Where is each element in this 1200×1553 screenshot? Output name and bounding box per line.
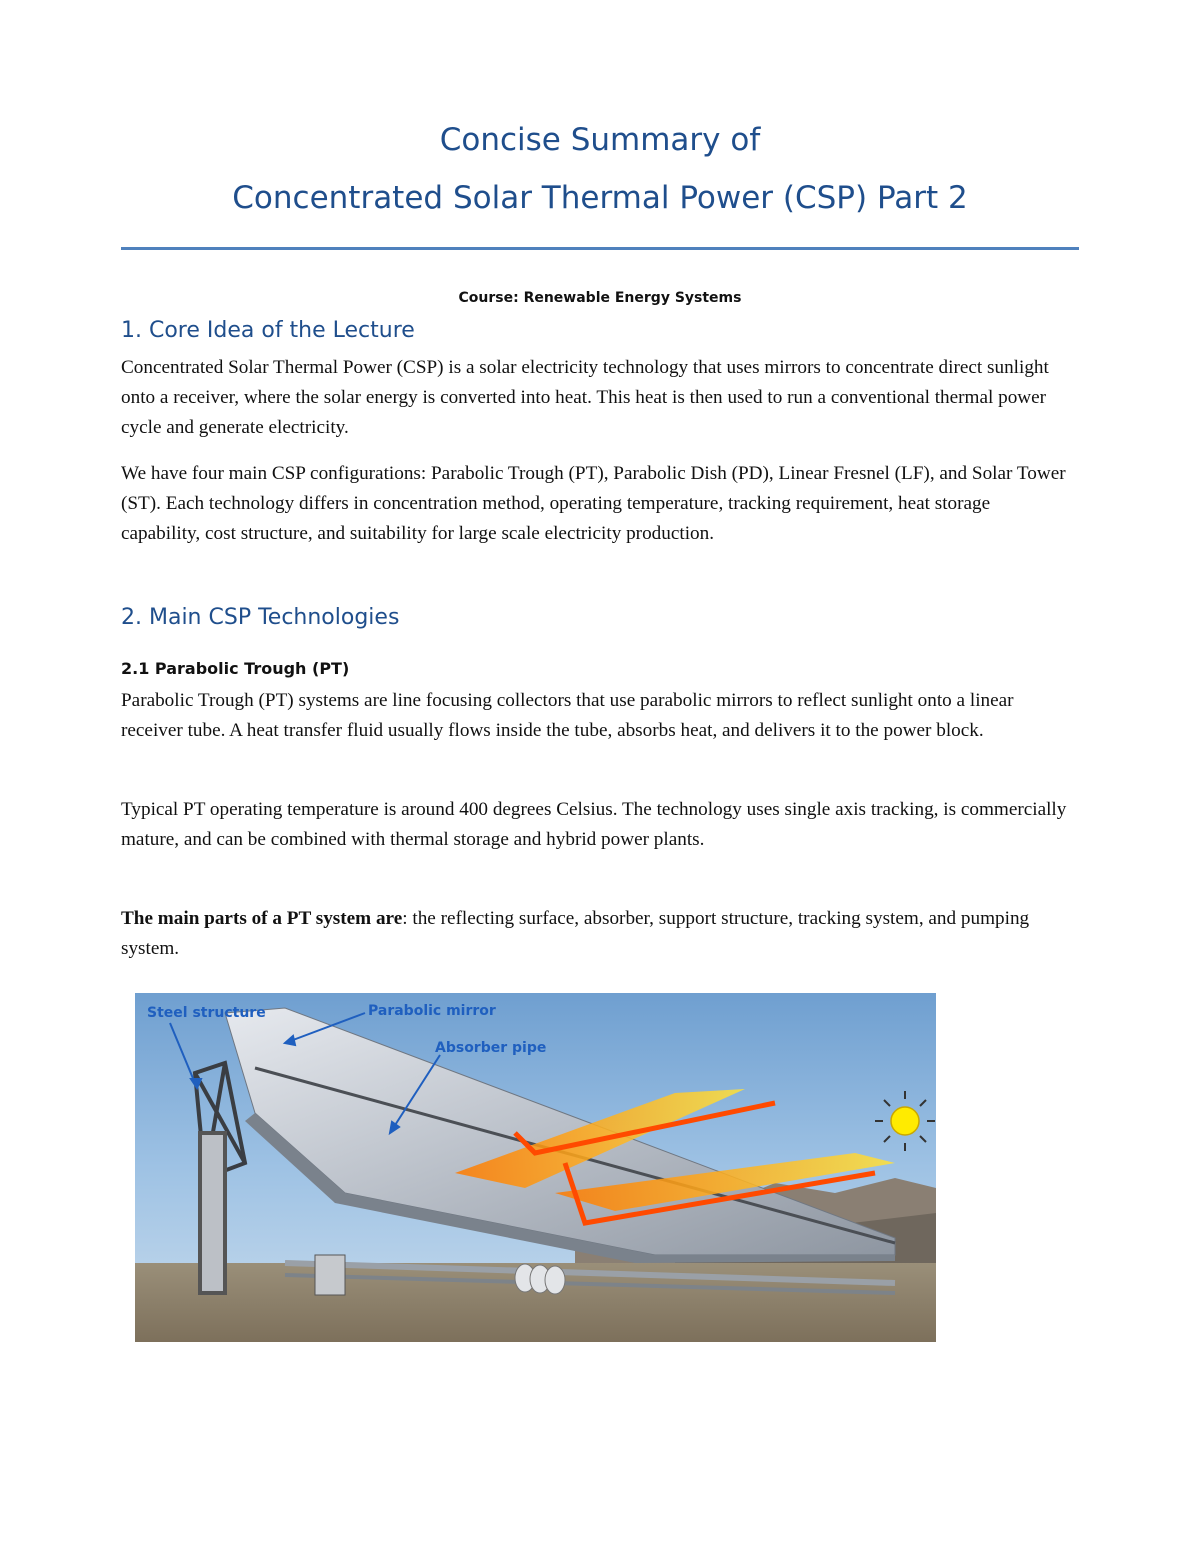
section-1-paragraph-1: Concentrated Solar Thermal Power (CSP) is a solar electricity technology that uses mirrors to concentrate direct sunlight onto a receiver, where the solar energy is converted into heat. This heat is then used to run a conventional thermal power cycle and generate electricity. xyxy=(121,357,1049,438)
parts-bold-lead: The main parts of a PT system are xyxy=(121,908,403,929)
parts-list-text: : the reflecting surface, absorber, support structure, tracking system, and pumping system. xyxy=(121,908,1030,959)
section-1-heading: 1. Core Idea of the Lecture xyxy=(121,318,415,343)
title-line-2: Concentrated Solar Thermal Power (CSP) Part 2 xyxy=(232,180,968,216)
label-steel-structure: Steel structure xyxy=(147,1005,266,1021)
subsection-2-1-paragraph-1: Parabolic Trough (PT) systems are line focusing collectors that use parabolic mirrors to reflect sunlight onto a linear receiver tube. A heat transfer fluid usually flows inside the tube, absorbs heat, and delivers it to the power block. xyxy=(121,690,1014,741)
section-1-paragraph-2: We have four main CSP configurations: Parabolic Trough (PT), Parabolic Dish (PD), Linear Fresnel (LF), and Solar Tower (ST). Each technology differs in concentration method, operating temperature, tracking requirement, heat storage capability, cost structure, and suitability for large scale electricity production. xyxy=(121,463,1066,544)
course-label: Course: Renewable Energy Systems xyxy=(458,290,742,306)
title-divider xyxy=(121,247,1079,250)
label-absorber-pipe: Absorber pipe xyxy=(435,1040,547,1056)
subsection-2-1-parts xyxy=(121,904,1071,964)
section-2-heading: 2. Main CSP Technologies xyxy=(121,605,400,630)
parabolic-trough-figure xyxy=(135,993,936,1342)
label-parabolic-mirror: Parabolic mirror xyxy=(368,1003,496,1019)
title-line-1: Concise Summary of xyxy=(439,122,761,158)
subsection-2-1-heading: 2.1 Parabolic Trough (PT) xyxy=(121,659,350,678)
subsection-2-1-paragraph-2: Typical PT operating temperature is around 400 degrees Celsius. The technology uses single axis tracking, is commercially mature, and can be combined with thermal storage and hybrid power plants. xyxy=(121,799,1067,850)
